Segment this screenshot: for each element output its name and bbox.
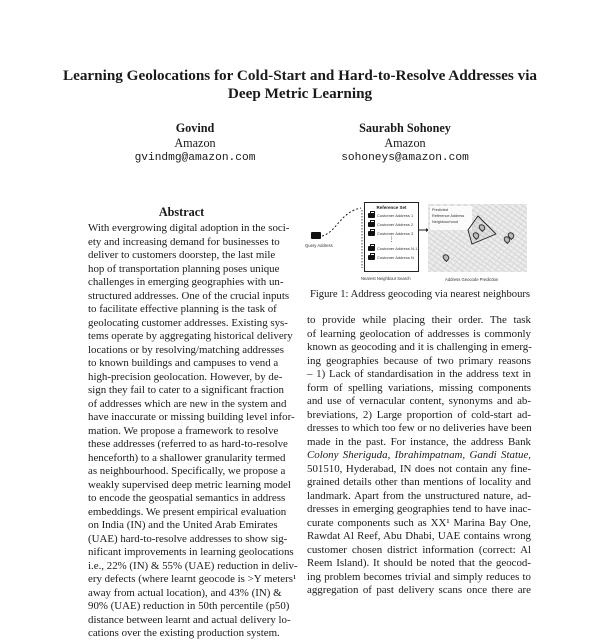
text-line: – 1) Lack of standardisation in the address text in [307, 368, 531, 380]
abstract-heading: Abstract [158, 205, 205, 219]
reference-row: Customer Address N [368, 254, 418, 261]
map-image [428, 204, 527, 272]
reference-row: Customer Address 1 [368, 212, 418, 219]
legend-item: Predicted [432, 208, 449, 212]
author-block [95, 121, 295, 166]
text-line: dresses in emerging geographies tend to have inac- [307, 503, 531, 515]
title-line-2: Deep Metric Learning [227, 85, 373, 102]
title-line-1: Learning Geolocations for Cold-Start and Hard-to-Resolve Addresses via [62, 67, 538, 84]
query-address-label: Query Address [305, 243, 333, 248]
text-line: on India (IN) and the United Arab Emirates [88, 519, 278, 531]
reference-set-header: Reference Set [376, 205, 407, 210]
text-line: landmark. Apart from the unstructured nature, ad- [307, 489, 531, 502]
reference-row: Customer Address 2 [368, 221, 418, 228]
text-line: ety and increasing demand for businesses to [88, 235, 280, 248]
text-line: distance between learnt and actual delivery lo- [88, 613, 291, 626]
text-line: 501510, Hyderabad, IN does not contain any fine- [307, 462, 531, 475]
text-line: these addresses (referred to as hard-to-resolve [88, 438, 288, 450]
right-column-body [307, 314, 531, 598]
package-icon [368, 231, 375, 236]
text-line: henceforth) to a shallower granularity termed [88, 451, 286, 464]
text-line: deliver to customers doorstep, the last mile [88, 249, 276, 261]
text-line: sign they fail to cater to a significant fraction [88, 384, 284, 396]
legend-item: Neighbourhood [432, 220, 458, 224]
text-line: locations or by resolving/matching addresses [88, 343, 284, 356]
text-line: dresses to which too few or no deliveries have been [307, 422, 532, 434]
text-line: mation. We propose a framework to resolve [88, 424, 279, 437]
text-line: Rawdat Al Reef, Abu Dhabi, UAE contains wrong [307, 530, 531, 542]
text-line: hop of transportation planning poses unique [88, 262, 280, 275]
text-line: to encode the geospatial semantics in address [88, 492, 286, 504]
text-line: away from actual location), and 43% (IN) & [88, 586, 282, 599]
author-email: sohoneys@amazon.com [341, 152, 469, 164]
text-line: customer chosen district information (correct: Al [307, 543, 531, 556]
text-line: cations over the existing production system. [88, 627, 280, 639]
author-name: Govind [175, 121, 215, 135]
author-affiliation: Amazon [384, 136, 426, 150]
text-line: challenges in emerging geographies with un- [88, 276, 284, 288]
text-line: 90% (UAE) reduction in 50th percentile (p50) [88, 600, 290, 612]
author-email: gvindmg@amazon.com [134, 152, 256, 164]
text-line: of learning geolocation of addresses is commonly [307, 327, 531, 340]
text-line: i.e., 22% (IN) & 55% (UAE) reduction in deliv- [88, 559, 298, 572]
package-icon [368, 213, 375, 218]
query-address-icon [311, 232, 321, 239]
text-line: breviations, 2) Large proportion of cold-start ad- [307, 408, 531, 421]
text-line: ery defects (where learnt geocode is >Y meters¹ [88, 573, 297, 585]
text-line: as neighbourhood. Specifically, we propose a [88, 465, 286, 477]
author-block [305, 121, 505, 166]
text-line: aggregation of past delivery scans once there are [307, 584, 531, 596]
text-line: structured addresses. One of the crucial inputs [88, 289, 290, 302]
text-line: made in the past. For instance, the address Bank [307, 435, 531, 448]
text-line: of addresses which are new in the system and [88, 397, 287, 410]
abstract-body [88, 222, 298, 641]
text-line: ing problem becomes trivial and simply reduces to [307, 570, 531, 583]
text-line: geolocating customer addresses. Existing sys- [88, 316, 288, 329]
text-line: embeddings. We present empirical evaluation [88, 505, 287, 518]
text-line: have inaccurate or missing building level infor- [88, 411, 295, 423]
search-label: Nearest Neighbour Search [361, 276, 411, 281]
text-line: tems operate by aggregating historical delivery [88, 330, 293, 342]
package-icon [368, 222, 375, 227]
text-line: Reem Island). It should be noted that the geocod- [307, 557, 531, 569]
author-name: Saurabh Sohoney [359, 121, 451, 135]
text-line: (UAE) hard-to-resolve addresses to show sig- [88, 532, 288, 545]
paper-title [40, 67, 560, 103]
text-line: ing geographies because of two primary reasons [307, 354, 531, 367]
author-affiliation: Amazon [174, 136, 216, 150]
figure-caption: Figure 1: Address geocoding via nearest neighbours [309, 289, 531, 300]
reference-set-box [364, 202, 419, 272]
package-icon [368, 255, 375, 260]
figure-1 [305, 198, 535, 286]
text-line: With evergrowing digital adoption in the soci- [88, 222, 290, 234]
text-line: weakly supervised deep metric learning model [88, 478, 291, 491]
map-label: Address Geocode Prediction [445, 277, 499, 282]
legend-item: Reference Address [432, 214, 465, 218]
text-line: known as geocoding and it is challenging in emerg- [307, 341, 532, 353]
text-line: Colony Sheriguda, Ibrahimpatnam, Gandi Statue, [307, 449, 531, 461]
text-line: grained details other than mentions of locality and [307, 476, 531, 488]
text-line: to facilitate effective planning is the task of [88, 303, 277, 315]
text-line: to provide while placing their order. The task [307, 314, 531, 326]
text-line: high-precision geolocation. However, by de- [88, 370, 283, 383]
package-icon [368, 246, 375, 251]
text-line: form of spelling variations, missing components [307, 381, 531, 394]
ellipsis: ⋮ [388, 237, 395, 243]
text-line: nificant improvements in learning geolocations [88, 546, 294, 558]
text-line: and use of vernacular content, synonyms and ab- [307, 395, 531, 407]
text-line: to known buildings and campuses to vend a [88, 357, 279, 369]
reference-row: Customer Address 3 [368, 230, 418, 237]
reference-row: Customer Address N-1 [368, 245, 418, 252]
text-line: curate components such as XX¹ Marina Bay One, [307, 516, 531, 529]
